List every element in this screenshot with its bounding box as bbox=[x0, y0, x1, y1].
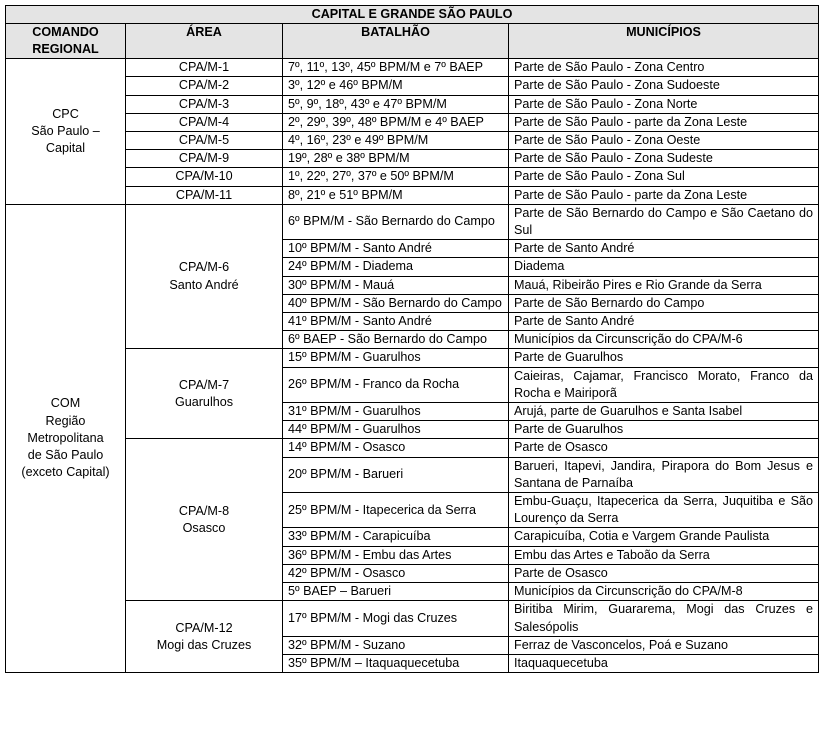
municipios-cell-line: Parte de Santo André bbox=[514, 314, 635, 329]
batalhao-cell bbox=[283, 204, 509, 239]
municipios-cell bbox=[509, 546, 819, 564]
header-batalhao: BATALHÃO bbox=[283, 24, 509, 59]
area-cell-line: CPA/M-11 bbox=[175, 187, 233, 202]
comando-regional-cell-line: (exceto Capital) bbox=[21, 465, 110, 480]
batalhao-cell-line: 4º, 16º, 23º e 49º BPM/M bbox=[288, 133, 429, 148]
comando-regional-cell-line: Capital bbox=[45, 141, 86, 156]
municipios-cell bbox=[509, 313, 819, 331]
batalhao-cell-line: 8º, 21º e 51º BPM/M bbox=[288, 187, 403, 202]
batalhao-cell bbox=[283, 168, 509, 186]
municipios-cell bbox=[509, 258, 819, 276]
batalhao-cell bbox=[283, 636, 509, 654]
municipios-cell bbox=[509, 77, 819, 95]
municipios-cell bbox=[509, 240, 819, 258]
municipios-cell bbox=[509, 168, 819, 186]
area-cell-line: CPA/M-5 bbox=[178, 133, 230, 148]
municipios-cell bbox=[509, 294, 819, 312]
comando-regional-cell-line: de São Paulo bbox=[27, 448, 104, 463]
municipios-cell-line: Parte de São Paulo - Zona Sudeste bbox=[514, 151, 713, 166]
comando-regional-cell-line: CPC bbox=[52, 106, 79, 121]
area-cell-line: CPA/M-8 bbox=[178, 503, 230, 518]
municipios-cell-line: Parte de Osasco bbox=[514, 440, 608, 455]
area-cell bbox=[126, 349, 283, 439]
table-row bbox=[6, 77, 819, 95]
batalhao-cell-line: 30º BPM/M - Mauá bbox=[288, 277, 395, 292]
municipios-cell bbox=[509, 564, 819, 582]
area-cell bbox=[126, 95, 283, 113]
batalhao-cell-line: 6º BAEP - São Bernardo do Campo bbox=[288, 332, 487, 347]
batalhao-cell-line: 5º, 9º, 18º, 43º e 47º BPM/M bbox=[288, 96, 447, 111]
batalhao-cell-line: 17º BPM/M - Mogi das Cruzes bbox=[288, 610, 458, 625]
municipios-cell bbox=[509, 331, 819, 349]
municipios-cell bbox=[509, 113, 819, 131]
area-cell bbox=[126, 168, 283, 186]
batalhao-cell-line: 6º BPM/M - São Bernardo do Campo bbox=[288, 214, 495, 229]
municipios-cell bbox=[509, 403, 819, 421]
batalhao-cell-line: 25º BPM/M - Itapecerica da Serra bbox=[288, 502, 476, 517]
municipios-cell bbox=[509, 186, 819, 204]
batalhao-cell bbox=[283, 95, 509, 113]
batalhao-cell bbox=[283, 546, 509, 564]
municipios-cell bbox=[509, 528, 819, 546]
municipios-cell-line: Parte de São Bernardo do Campo bbox=[514, 295, 705, 310]
municipios-cell-line: Parte de Guarulhos bbox=[514, 350, 624, 365]
municipios-cell bbox=[509, 636, 819, 654]
area-cell-line: Santo André bbox=[169, 277, 239, 292]
batalhao-cell bbox=[283, 258, 509, 276]
batalhao-cell-line: 42º BPM/M - Osasco bbox=[288, 565, 406, 580]
table-title: CAPITAL E GRANDE SÃO PAULO bbox=[6, 6, 819, 24]
municipios-cell-line: Arujá, parte de Guarulhos e Santa Isabel bbox=[514, 404, 743, 419]
area-cell bbox=[126, 186, 283, 204]
batalhao-cell bbox=[283, 294, 509, 312]
batalhao-cell bbox=[283, 564, 509, 582]
batalhao-cell bbox=[283, 421, 509, 439]
area-cell bbox=[126, 204, 283, 349]
area-cell bbox=[126, 150, 283, 168]
municipios-cell bbox=[509, 457, 819, 492]
batalhao-cell bbox=[283, 601, 509, 636]
batalhao-cell-line: 15º BPM/M - Guarulhos bbox=[288, 350, 421, 365]
batalhao-cell-line: 1º, 22º, 27º, 37º e 50º BPM/M bbox=[288, 169, 454, 184]
table-row bbox=[6, 349, 819, 367]
batalhao-cell-line: 24º BPM/M - Diadema bbox=[288, 259, 413, 274]
batalhao-cell-line: 3º, 12º e 46º BPM/M bbox=[288, 78, 403, 93]
area-cell-line: CPA/M-3 bbox=[178, 96, 230, 111]
table-row bbox=[6, 168, 819, 186]
municipios-cell-line: Parte de Santo André bbox=[514, 241, 635, 256]
municipios-cell-line: Ferraz de Vasconcelos, Poá e Suzano bbox=[514, 637, 728, 652]
batalhao-cell bbox=[283, 457, 509, 492]
batalhao-cell bbox=[283, 439, 509, 457]
area-cell bbox=[126, 77, 283, 95]
batalhao-cell bbox=[283, 403, 509, 421]
batalhao-cell bbox=[283, 113, 509, 131]
area-cell-line: CPA/M-10 bbox=[175, 169, 233, 184]
municipios-cell-line: Mauá, Ribeirão Pires e Rio Grande da Serra bbox=[514, 277, 762, 292]
comando-regional-cell-line: São Paulo – bbox=[31, 123, 100, 138]
batalhao-cell-line: 7º, 11º, 13º, 45º BPM/M e 7º BAEP bbox=[288, 60, 483, 75]
batalhao-cell bbox=[283, 528, 509, 546]
area-cell-line: Osasco bbox=[182, 520, 226, 535]
municipios-cell-line: Caieiras, Cajamar, Francisco Morato, Franco da Rocha e Mairiporã bbox=[514, 368, 813, 400]
batalhao-cell bbox=[283, 150, 509, 168]
comando-regional-cell bbox=[6, 59, 126, 205]
comando-regional-cell bbox=[6, 204, 126, 672]
municipios-cell bbox=[509, 276, 819, 294]
table-row bbox=[6, 601, 819, 636]
batalhao-cell bbox=[283, 132, 509, 150]
table-row bbox=[6, 113, 819, 131]
area-cell-line: CPA/M-12 bbox=[175, 620, 233, 635]
area-cell bbox=[126, 601, 283, 673]
table-row bbox=[6, 204, 819, 239]
header-area: ÁREA bbox=[126, 24, 283, 59]
batalhao-cell bbox=[283, 367, 509, 402]
batalhao-cell-line: 2º, 29º, 39º, 48º BPM/M e 4º BAEP bbox=[288, 114, 484, 129]
municipios-cell bbox=[509, 439, 819, 457]
municipios-cell bbox=[509, 654, 819, 672]
batalhao-cell bbox=[283, 654, 509, 672]
municipios-cell-line: Parte de São Paulo - Zona Sul bbox=[514, 169, 685, 184]
batalhao-cell bbox=[283, 276, 509, 294]
municipios-cell-line: Biritiba Mirim, Guararema, Mogi das Cruzes e Salesópolis bbox=[514, 602, 813, 634]
batalhao-cell-line: 33º BPM/M - Carapicuíba bbox=[288, 529, 431, 544]
area-cell bbox=[126, 113, 283, 131]
batalhao-cell-line: 44º BPM/M - Guarulhos bbox=[288, 422, 421, 437]
municipios-cell bbox=[509, 601, 819, 636]
municipios-cell-line: Municípios da Circunscrição do CPA/M-6 bbox=[514, 332, 743, 347]
municipios-cell-line: Diadema bbox=[514, 259, 565, 274]
area-cell bbox=[126, 59, 283, 77]
municipios-cell-line: Carapicuíba, Cotia e Vargem Grande Paulista bbox=[514, 529, 770, 544]
batalhao-cell-line: 32º BPM/M - Suzano bbox=[288, 637, 406, 652]
area-cell-line: Guarulhos bbox=[174, 394, 234, 409]
header-comando-regional: COMANDO REGIONAL bbox=[6, 24, 126, 59]
area-cell-line: CPA/M-4 bbox=[178, 114, 230, 129]
batalhao-cell bbox=[283, 349, 509, 367]
municipios-cell-line: Municípios da Circunscrição do CPA/M-8 bbox=[514, 584, 743, 599]
batalhao-cell-line: 36º BPM/M - Embu das Artes bbox=[288, 547, 452, 562]
batalhao-cell bbox=[283, 583, 509, 601]
table-row bbox=[6, 95, 819, 113]
municipios-cell-line: Parte de Guarulhos bbox=[514, 422, 624, 437]
table-row bbox=[6, 439, 819, 457]
municipios-cell-line: Parte de São Paulo - Zona Oeste bbox=[514, 133, 701, 148]
batalhao-cell-line: 31º BPM/M - Guarulhos bbox=[288, 404, 421, 419]
comando-regional-cell-line: Metropolitana bbox=[27, 430, 104, 445]
comando-regional-cell-line: Região bbox=[45, 413, 86, 428]
municipios-cell-line: Parte de São Paulo - Zona Centro bbox=[514, 60, 705, 75]
municipios-cell-line: Parte de São Paulo - Zona Sudoeste bbox=[514, 78, 720, 93]
municipios-cell-line: Itaquaquecetuba bbox=[514, 655, 608, 670]
municipios-cell bbox=[509, 59, 819, 77]
municipios-cell-line: Parte de São Paulo - parte da Zona Leste bbox=[514, 187, 748, 202]
area-cell bbox=[126, 132, 283, 150]
batalhao-cell-line: 20º BPM/M - Barueri bbox=[288, 467, 404, 482]
municipios-cell-line: Parte de Osasco bbox=[514, 565, 608, 580]
batalhao-cell-line: 26º BPM/M - Franco da Rocha bbox=[288, 377, 460, 392]
area-cell-line: CPA/M-9 bbox=[178, 151, 230, 166]
comando-regional-cell-line: COM bbox=[50, 396, 81, 411]
batalhao-cell-line: 40º BPM/M - São Bernardo do Campo bbox=[288, 295, 502, 310]
regional-commands-table bbox=[5, 5, 819, 673]
header-municipios: MUNICÍPIOS bbox=[509, 24, 819, 59]
batalhao-cell-line: 10º BPM/M - Santo André bbox=[288, 241, 432, 256]
table-row bbox=[6, 150, 819, 168]
municipios-cell bbox=[509, 583, 819, 601]
batalhao-cell bbox=[283, 240, 509, 258]
batalhao-cell-line: 41º BPM/M - Santo André bbox=[288, 314, 432, 329]
area-cell-line: CPA/M-2 bbox=[178, 78, 230, 93]
batalhao-cell-line: 5º BAEP – Barueri bbox=[288, 584, 392, 599]
area-cell-line: CPA/M-6 bbox=[178, 260, 230, 275]
municipios-cell bbox=[509, 421, 819, 439]
municipios-cell bbox=[509, 367, 819, 402]
municipios-cell-line: Parte de São Paulo - Zona Norte bbox=[514, 96, 698, 111]
municipios-cell bbox=[509, 95, 819, 113]
batalhao-cell bbox=[283, 331, 509, 349]
municipios-cell-line: Parte de São Bernardo do Campo e São Caetano do Sul bbox=[514, 205, 813, 238]
batalhao-cell bbox=[283, 493, 509, 528]
batalhao-cell bbox=[283, 77, 509, 95]
area-cell-line: CPA/M-1 bbox=[178, 60, 230, 75]
municipios-cell bbox=[509, 132, 819, 150]
batalhao-cell-line: 35º BPM/M – Itaquaquecetuba bbox=[288, 655, 460, 670]
batalhao-cell-line: 14º BPM/M - Osasco bbox=[288, 440, 406, 455]
table-row bbox=[6, 59, 819, 77]
municipios-cell bbox=[509, 150, 819, 168]
municipios-cell bbox=[509, 349, 819, 367]
municipios-cell bbox=[509, 204, 819, 239]
area-cell-line: Mogi das Cruzes bbox=[156, 637, 252, 652]
batalhao-cell bbox=[283, 313, 509, 331]
municipios-cell-line: Embu das Artes e Taboão da Serra bbox=[514, 547, 710, 562]
municipios-cell-line: Embu-Guaçu, Itapecerica da Serra, Juquitiba e São Lourenço da Serra bbox=[514, 494, 813, 526]
table-row bbox=[6, 186, 819, 204]
table-body bbox=[6, 59, 819, 673]
batalhao-cell bbox=[283, 186, 509, 204]
batalhao-cell bbox=[283, 59, 509, 77]
batalhao-cell-line: 19º, 28º e 38º BPM/M bbox=[288, 151, 410, 166]
area-cell-line: CPA/M-7 bbox=[178, 377, 230, 392]
municipios-cell bbox=[509, 493, 819, 528]
municipios-cell-line: Barueri, Itapevi, Jandira, Pirapora do Bom Jesus e Santana de Parnaíba bbox=[514, 458, 813, 490]
area-cell bbox=[126, 439, 283, 601]
municipios-cell-line: Parte de São Paulo - parte da Zona Leste bbox=[514, 114, 748, 129]
table-row bbox=[6, 132, 819, 150]
